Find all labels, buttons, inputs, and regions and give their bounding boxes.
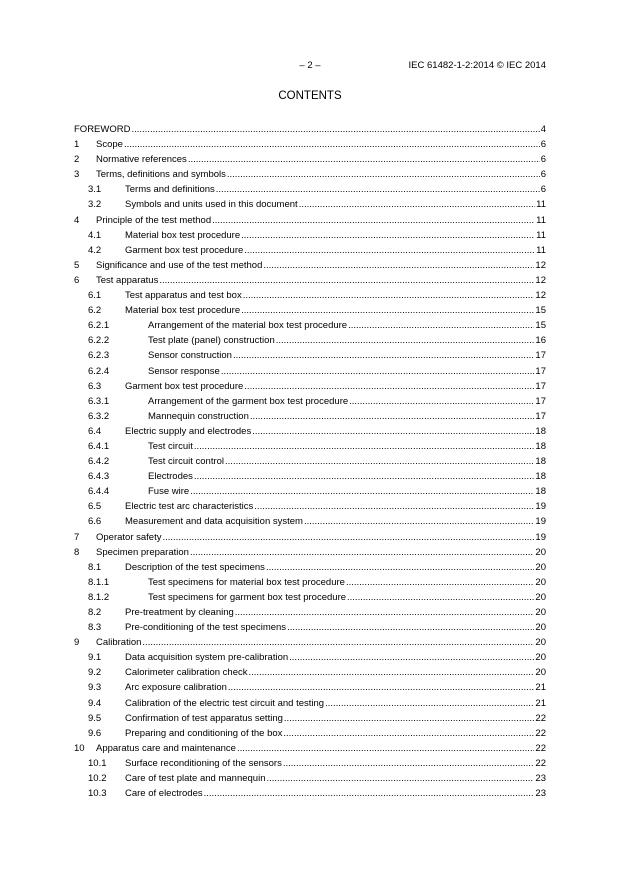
toc-entry-title: Electrodes bbox=[148, 471, 193, 483]
toc-entry-number: 9.1 bbox=[88, 652, 102, 664]
toc-entry-title: Surface reconditioning of the sensors bbox=[125, 757, 282, 769]
toc-entry[interactable] bbox=[74, 726, 546, 741]
dot-leader bbox=[162, 530, 534, 545]
toc-entry-title: Calorimeter calibration check bbox=[125, 667, 248, 679]
dot-leader bbox=[304, 514, 534, 529]
toc-entry-page: 4 bbox=[540, 124, 546, 135]
dot-leader bbox=[299, 197, 535, 212]
dot-leader bbox=[349, 394, 534, 409]
toc-entry-number: 8.1.1 bbox=[88, 576, 110, 588]
toc-entry-title: Test plate (panel) construction bbox=[148, 335, 275, 347]
toc-entry-page: 11 bbox=[536, 229, 546, 241]
toc-entry-page: 17 bbox=[535, 365, 546, 377]
toc-entry[interactable] bbox=[74, 545, 546, 560]
toc-entry-title: Confirmation of test apparatus setting bbox=[125, 712, 283, 724]
toc-entry-title: Symbols and units used in this document bbox=[125, 199, 298, 211]
dot-leader bbox=[263, 258, 534, 273]
toc-entry[interactable] bbox=[74, 711, 546, 726]
toc-entry-title: Mannequin construction bbox=[148, 410, 249, 422]
dot-leader bbox=[159, 273, 534, 288]
toc-entry-page: 17 bbox=[535, 350, 546, 362]
toc-entry[interactable] bbox=[74, 756, 546, 771]
toc-entry-title: Sensor response bbox=[148, 365, 220, 377]
toc-entry-number: 6.4 bbox=[88, 425, 102, 437]
toc-entry[interactable] bbox=[74, 665, 546, 680]
toc-entry-number: 10.3 bbox=[88, 788, 107, 800]
toc-entry-number: 9.4 bbox=[88, 697, 102, 709]
dot-leader bbox=[284, 711, 535, 726]
toc-entry[interactable] bbox=[74, 228, 546, 243]
toc-entry-title: Test circuit bbox=[148, 440, 193, 452]
dot-leader bbox=[346, 575, 534, 590]
dot-leader bbox=[190, 545, 534, 560]
dot-leader bbox=[212, 213, 535, 228]
toc-entry-title: Preparing and conditioning of the box bbox=[125, 727, 283, 739]
toc-entry-title: Principle of the test method bbox=[96, 214, 212, 226]
toc-entry-title: FOREWORD bbox=[74, 124, 131, 135]
dot-leader bbox=[348, 318, 534, 333]
toc-entry-title: Terms and definitions bbox=[125, 184, 215, 196]
toc-entry-number: 10 bbox=[74, 742, 85, 754]
toc-entry[interactable] bbox=[74, 620, 546, 635]
toc-entry-title: Calibration of the electric test circuit and testing bbox=[125, 697, 325, 709]
toc-entry[interactable] bbox=[74, 605, 546, 620]
toc-entry-number: 4.2 bbox=[88, 244, 102, 256]
toc-entry-title: Sensor construction bbox=[148, 350, 232, 362]
toc-entry[interactable] bbox=[74, 243, 546, 258]
toc-entry-title: Arc exposure calibration bbox=[125, 682, 227, 694]
toc-entry[interactable] bbox=[74, 469, 546, 484]
toc-entry[interactable] bbox=[74, 182, 546, 197]
toc-entry-number: 9.3 bbox=[88, 682, 102, 694]
toc-entry[interactable] bbox=[74, 379, 546, 394]
toc-entry-number: 6.4.4 bbox=[88, 486, 110, 498]
toc-entry-page: 18 bbox=[535, 425, 546, 437]
toc-entry[interactable] bbox=[74, 333, 546, 348]
toc-entry[interactable] bbox=[74, 484, 546, 499]
toc-entry-number: 6.4.2 bbox=[88, 456, 110, 468]
toc-entry[interactable] bbox=[74, 152, 546, 167]
toc-entry-number: 6.2.2 bbox=[88, 335, 110, 347]
toc-entry-title: Test apparatus bbox=[96, 274, 159, 286]
toc-entry-page: 12 bbox=[535, 259, 546, 271]
dot-leader bbox=[194, 469, 535, 484]
dot-leader bbox=[266, 560, 534, 575]
dot-leader bbox=[249, 665, 535, 680]
toc-entry-title: Data acquisition system pre-calibration bbox=[125, 652, 289, 664]
toc-entry-page: 23 bbox=[535, 788, 546, 800]
toc-entry-number: 6.2 bbox=[88, 305, 102, 317]
toc-entry-number: 7 bbox=[74, 531, 80, 543]
toc-entry-page: 17 bbox=[535, 410, 546, 422]
table-of-contents bbox=[74, 122, 546, 801]
toc-entry-number: 8.1.2 bbox=[88, 591, 110, 603]
dot-leader bbox=[131, 122, 539, 137]
toc-entry-number: 6 bbox=[74, 274, 80, 286]
toc-entry-page: 12 bbox=[535, 274, 546, 286]
toc-entry[interactable] bbox=[74, 439, 546, 454]
toc-entry-number: 6.2.4 bbox=[88, 365, 110, 377]
toc-entry-page: 6 bbox=[540, 184, 546, 196]
toc-entry-page: 15 bbox=[535, 305, 546, 317]
toc-entry-page: 17 bbox=[535, 395, 546, 407]
dot-leader bbox=[325, 696, 534, 711]
toc-entry-number: 3 bbox=[74, 169, 80, 181]
toc-entry[interactable] bbox=[74, 424, 546, 439]
toc-entry-page: 19 bbox=[535, 501, 546, 513]
toc-entry-page: 22 bbox=[535, 727, 546, 739]
toc-entry[interactable] bbox=[74, 530, 546, 545]
toc-entry[interactable] bbox=[74, 650, 546, 665]
toc-entry[interactable] bbox=[74, 394, 546, 409]
toc-entry-title: Material box test procedure bbox=[125, 305, 241, 317]
toc-entry[interactable] bbox=[74, 696, 546, 711]
dot-leader bbox=[347, 590, 534, 605]
toc-entry-title: Terms, definitions and symbols bbox=[96, 169, 226, 181]
dot-leader bbox=[216, 182, 540, 197]
toc-entry-page: 20 bbox=[535, 607, 546, 618]
toc-entry-page: 18 bbox=[535, 440, 546, 452]
toc-entry[interactable] bbox=[74, 454, 546, 469]
toc-entry[interactable] bbox=[74, 137, 546, 152]
dot-leader bbox=[283, 726, 534, 741]
toc-entry-title: Measurement and data acquisition system bbox=[125, 516, 303, 528]
toc-entry-page: 20 bbox=[535, 591, 546, 603]
toc-entry-page: 19 bbox=[535, 531, 546, 543]
toc-entry-page: 16 bbox=[535, 335, 546, 347]
toc-entry-title: Description of the test specimens bbox=[125, 561, 265, 573]
toc-entry-number: 3.1 bbox=[88, 184, 102, 196]
dot-leader bbox=[241, 228, 535, 243]
dot-leader bbox=[243, 288, 535, 303]
toc-entry[interactable] bbox=[74, 167, 546, 182]
toc-entry-title: Arrangement of the material box test procedure bbox=[148, 320, 348, 332]
toc-entry-title: Pre-treatment by cleaning bbox=[125, 607, 234, 618]
dot-leader bbox=[252, 424, 534, 439]
dot-leader bbox=[188, 152, 540, 167]
toc-entry-title: Arrangement of the garment box test procedure bbox=[148, 395, 349, 407]
toc-entry-number: 4 bbox=[74, 214, 80, 226]
toc-entry-page: 15 bbox=[535, 320, 546, 332]
toc-entry-page: 6 bbox=[540, 154, 546, 166]
toc-entry-number: 6.5 bbox=[88, 501, 102, 513]
toc-entry-number: 6.4.1 bbox=[88, 440, 110, 452]
contents-heading: CONTENTS bbox=[278, 90, 342, 102]
toc-entry-page: 20 bbox=[535, 652, 546, 664]
toc-entry-title: Test specimens for material box test procedure bbox=[148, 576, 345, 588]
standard-reference: IEC 61482-1-2:2014 © IEC 2014 bbox=[408, 60, 546, 71]
toc-entry-page: 20 bbox=[535, 667, 546, 679]
toc-entry-title: Test apparatus and test box bbox=[125, 290, 242, 302]
dot-leader bbox=[228, 680, 535, 695]
toc-entry-page: 18 bbox=[535, 486, 546, 498]
dot-leader bbox=[287, 620, 534, 635]
toc-entry-title: Operator safety bbox=[96, 531, 162, 543]
toc-entry-title: Normative references bbox=[96, 154, 187, 166]
toc-entry-number: 8 bbox=[74, 546, 80, 558]
toc-entry[interactable] bbox=[74, 514, 546, 529]
toc-entry-title: Calibration bbox=[96, 637, 142, 649]
dot-leader bbox=[190, 484, 534, 499]
toc-entry-title: Care of electrodes bbox=[125, 788, 203, 800]
dot-leader bbox=[244, 379, 534, 394]
toc-entry[interactable] bbox=[74, 273, 546, 288]
toc-entry-number: 6.3.1 bbox=[88, 395, 110, 407]
toc-entry-page: 22 bbox=[535, 742, 546, 754]
toc-entry[interactable] bbox=[74, 364, 546, 379]
toc-entry-page: 21 bbox=[535, 682, 546, 694]
toc-entry-number: 6.2.1 bbox=[88, 320, 110, 332]
dot-leader bbox=[289, 650, 534, 665]
toc-entry-page: 17 bbox=[535, 380, 546, 392]
toc-entry-page: 22 bbox=[535, 712, 546, 724]
dot-leader bbox=[266, 771, 534, 786]
dot-leader bbox=[204, 786, 535, 801]
toc-entry-page: 21 bbox=[535, 697, 546, 709]
toc-entry-title: Material box test procedure bbox=[125, 229, 241, 241]
page-number: – 2 – bbox=[299, 60, 321, 71]
toc-entry[interactable] bbox=[74, 590, 546, 605]
toc-entry-page: 18 bbox=[535, 456, 546, 468]
toc-entry-page: 22 bbox=[535, 757, 546, 769]
toc-entry-number: 6.6 bbox=[88, 516, 102, 528]
toc-entry-number: 6.2.3 bbox=[88, 350, 110, 362]
toc-entry-title: Scope bbox=[96, 139, 123, 151]
toc-entry-page: 11 bbox=[536, 214, 546, 226]
dot-leader bbox=[241, 303, 534, 318]
toc-entry-number: 6.1 bbox=[88, 290, 102, 302]
toc-entry-page: 18 bbox=[535, 471, 546, 483]
toc-entry-title: Garment box test procedure bbox=[125, 380, 244, 392]
toc-entry-number: 5 bbox=[74, 259, 80, 271]
toc-entry-title: Specimen preparation bbox=[96, 546, 189, 558]
toc-entry-number: 6.3 bbox=[88, 380, 102, 392]
dot-leader bbox=[237, 741, 534, 756]
toc-entry[interactable] bbox=[74, 288, 546, 303]
toc-entry-title: Test specimens for garment box test procedure bbox=[148, 591, 347, 603]
toc-entry-page: 20 bbox=[535, 637, 546, 649]
toc-entry-number: 8.2 bbox=[88, 607, 102, 618]
dot-leader bbox=[283, 756, 535, 771]
toc-entry-page: 11 bbox=[536, 199, 546, 211]
toc-entry-title: Test circuit control bbox=[148, 456, 225, 468]
toc-entry-number: 9 bbox=[74, 637, 80, 649]
toc-entry-number: 6.3.2 bbox=[88, 410, 110, 422]
dot-leader bbox=[225, 454, 534, 469]
toc-entry-page: 23 bbox=[535, 773, 546, 785]
toc-entry-number: 4.1 bbox=[88, 229, 102, 241]
toc-entry[interactable] bbox=[74, 409, 546, 424]
toc-entry-number: 9.5 bbox=[88, 712, 102, 724]
toc-entry-title: Significance and use of the test method bbox=[96, 259, 263, 271]
dot-leader bbox=[142, 635, 534, 650]
toc-entry[interactable] bbox=[74, 258, 546, 273]
toc-entry-number: 6.4.3 bbox=[88, 471, 110, 483]
dot-leader bbox=[233, 348, 534, 363]
toc-entry-number: 9.2 bbox=[88, 667, 102, 679]
dot-leader bbox=[244, 243, 535, 258]
toc-entry[interactable] bbox=[74, 303, 546, 318]
toc-entry-page: 11 bbox=[536, 244, 546, 256]
toc-entry[interactable] bbox=[74, 771, 546, 786]
toc-entry-number: 8.1 bbox=[88, 561, 102, 573]
dot-leader bbox=[227, 167, 540, 182]
toc-entry-number: 3.2 bbox=[88, 199, 102, 211]
toc-entry[interactable] bbox=[74, 348, 546, 363]
dot-leader bbox=[276, 333, 535, 348]
toc-entry[interactable] bbox=[74, 122, 546, 137]
toc-entry-page: 6 bbox=[540, 139, 546, 151]
toc-entry[interactable] bbox=[74, 575, 546, 590]
toc-entry-title: Electric supply and electrodes bbox=[125, 425, 252, 437]
toc-entry-page: 20 bbox=[535, 622, 546, 634]
toc-entry[interactable] bbox=[74, 197, 546, 212]
toc-entry-title: Garment box test procedure bbox=[125, 244, 244, 256]
toc-entry-page: 20 bbox=[535, 576, 546, 588]
dot-leader bbox=[250, 409, 535, 424]
toc-entry[interactable] bbox=[74, 680, 546, 695]
toc-entry-title: Electric test arc characteristics bbox=[125, 501, 254, 513]
toc-entry[interactable] bbox=[74, 213, 546, 228]
toc-entry[interactable] bbox=[74, 499, 546, 514]
dot-leader bbox=[235, 605, 535, 620]
toc-entry-number: 8.3 bbox=[88, 622, 102, 634]
toc-entry-number: 10.2 bbox=[88, 773, 107, 785]
toc-entry-page: 6 bbox=[540, 169, 546, 181]
toc-entry[interactable] bbox=[74, 741, 546, 756]
toc-entry-title: Pre-conditioning of the test specimens bbox=[125, 622, 287, 634]
toc-entry[interactable] bbox=[74, 786, 546, 801]
toc-entry-page: 12 bbox=[535, 290, 546, 302]
toc-entry-number: 2 bbox=[74, 154, 80, 166]
toc-entry-number: 1 bbox=[74, 139, 80, 151]
toc-entry-number: 10.1 bbox=[88, 757, 107, 769]
dot-leader bbox=[194, 439, 535, 454]
toc-entry-page: 20 bbox=[535, 561, 546, 573]
toc-entry-page: 20 bbox=[535, 546, 546, 558]
dot-leader bbox=[221, 364, 535, 379]
dot-leader bbox=[254, 499, 534, 514]
toc-entry-number: 9.6 bbox=[88, 727, 102, 739]
toc-entry-title: Apparatus care and maintenance bbox=[96, 742, 236, 754]
toc-entry[interactable] bbox=[74, 560, 546, 575]
toc-entry-title: Fuse wire bbox=[148, 486, 190, 498]
dot-leader bbox=[124, 137, 540, 152]
toc-entry[interactable] bbox=[74, 318, 546, 333]
toc-entry-title: Care of test plate and mannequin bbox=[125, 773, 266, 785]
toc-entry-page: 19 bbox=[535, 516, 546, 528]
toc-entry[interactable] bbox=[74, 635, 546, 650]
